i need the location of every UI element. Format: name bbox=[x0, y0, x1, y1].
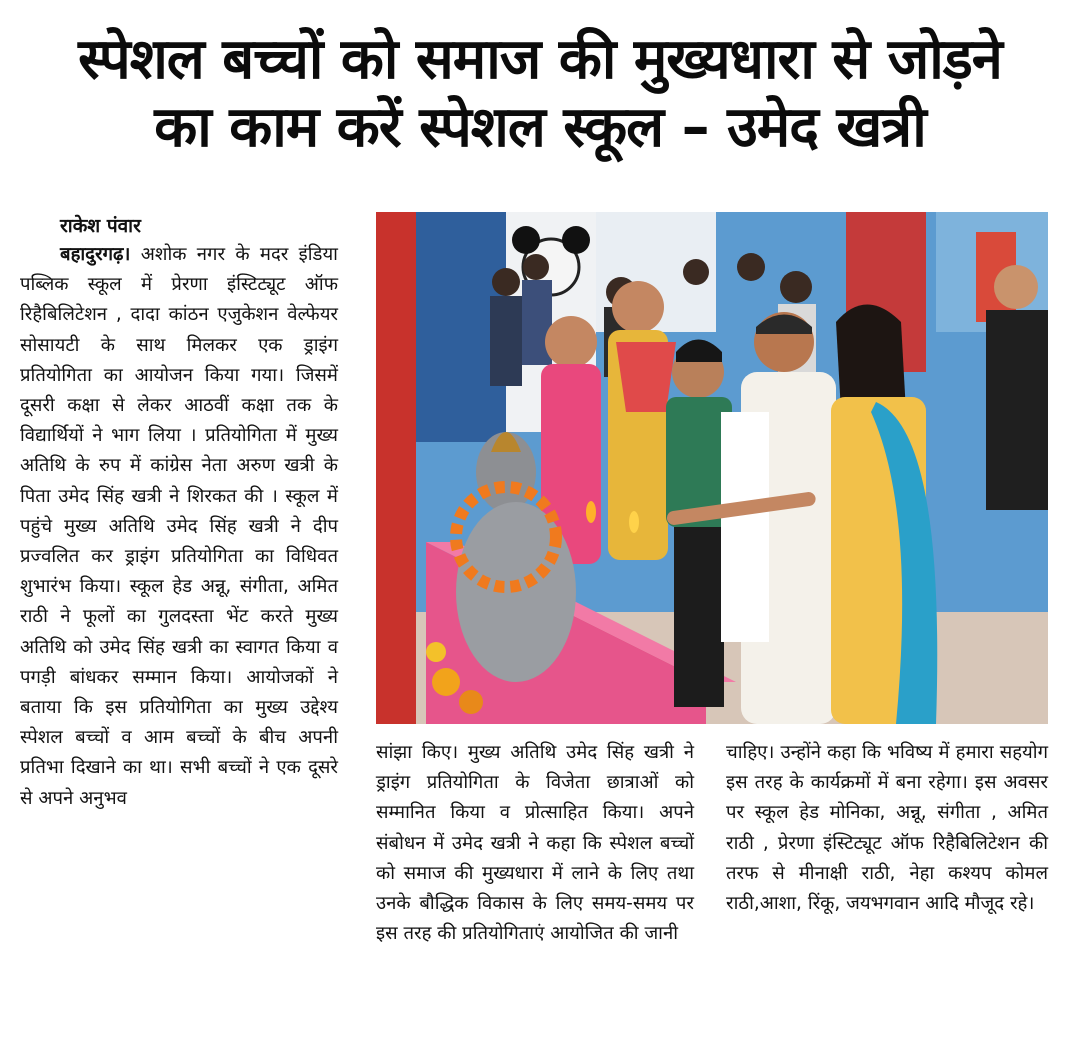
article-column-3: चाहिए। उन्होंने कहा कि भविष्य में हमारा सहयोग इस तरह के कार्यक्रमों में बना रहेगा। इस अवसर पर स्कूल हेड मोनिका, अन्नू, संगीता , अमित राठी , प्रेरणा इंस्टिट्यूट ऑफ रिहैबिलिटेशन की तरफ से मीनाक्षी राठी, नेहा कश्यप कोमल राठी,आशा, रिंकू, जयभगवान आदि मौजूद रहे। bbox=[726, 742, 1048, 915]
article-column-2: सांझा किए। मुख्य अतिथि उमेद सिंह खत्री ने ड्राइंग प्रतियोगिता के विजेता छात्राओं को सम्मानित किया व प्रोत्साहित किया। अपने संबोधन में उमेद खत्री ने कहा कि स्पेशल बच्चों को समाज की मुख्यधारा में लाने के लिए तथा उनके बौद्धिक विकास के लिए समय-समय पर इस तरह की प्रतियोगिताएं आयोजित की जानी bbox=[376, 742, 694, 945]
headline-line-1: स्पेशल बच्चों को समाज की मुख्यधारा से जोड़ने bbox=[78, 27, 1002, 92]
column-1-body: अशोक नगर के मदर इंडिया पब्लिक स्कूल में प्रेरणा इंस्टिट्यूट ऑफ रिहैबिलिटेशन , दादा कांठन एजुकेशन वेल्फेयर सोसायटी के साथ मिलकर एक ड्राइंग प्रतियोगिता का आयोजन किया गया। जिसमें दूसरी कक्षा से लेकर आठवीं कक्षा तक के विद्यार्थियों ने भाग लिया । प्रतियोगिता में मुख्य अतिथि के रुप में कांग्रेस नेता अरुण खत्री के पिता उमेद सिंह खत्री ने शिरकत की । स्कूल में पहुंचे मुख्य अतिथि उमेद सिंह खत्री ने दीप प्रज्वलित कर ड्राइंग प्रतियोगिता का विधिवत शुभारंभ किया। स्कूल हेड अन्नू, संगीता, अमित राठी ने फूलों का गुलदस्ता भेंट करते मुख्य अतिथि को उमेद सिंह खत्री का स्वागत किया व पगड़ी बांधकर सम्मान किया। आयोजकों ने बताया कि इस प्रतियोगिता का मुख्य उद्देश्य स्पेशल बच्चों व आम बच्चों के बीच अपनी प्रतिभा दिखाने का था। सभी बच्चों ने एक दूसरे से अपने अनुभव bbox=[20, 244, 338, 809]
byline: राकेश पंवार bbox=[60, 215, 141, 237]
article-column-1 bbox=[20, 240, 338, 814]
headline bbox=[18, 26, 1062, 162]
dateline: बहादुरगढ़। bbox=[60, 244, 131, 265]
lamp-lighting-ceremony-photo bbox=[376, 212, 1048, 724]
headline-line-2: का काम करें स्पेशल स्कूल – उमेद खत्री bbox=[154, 95, 926, 160]
